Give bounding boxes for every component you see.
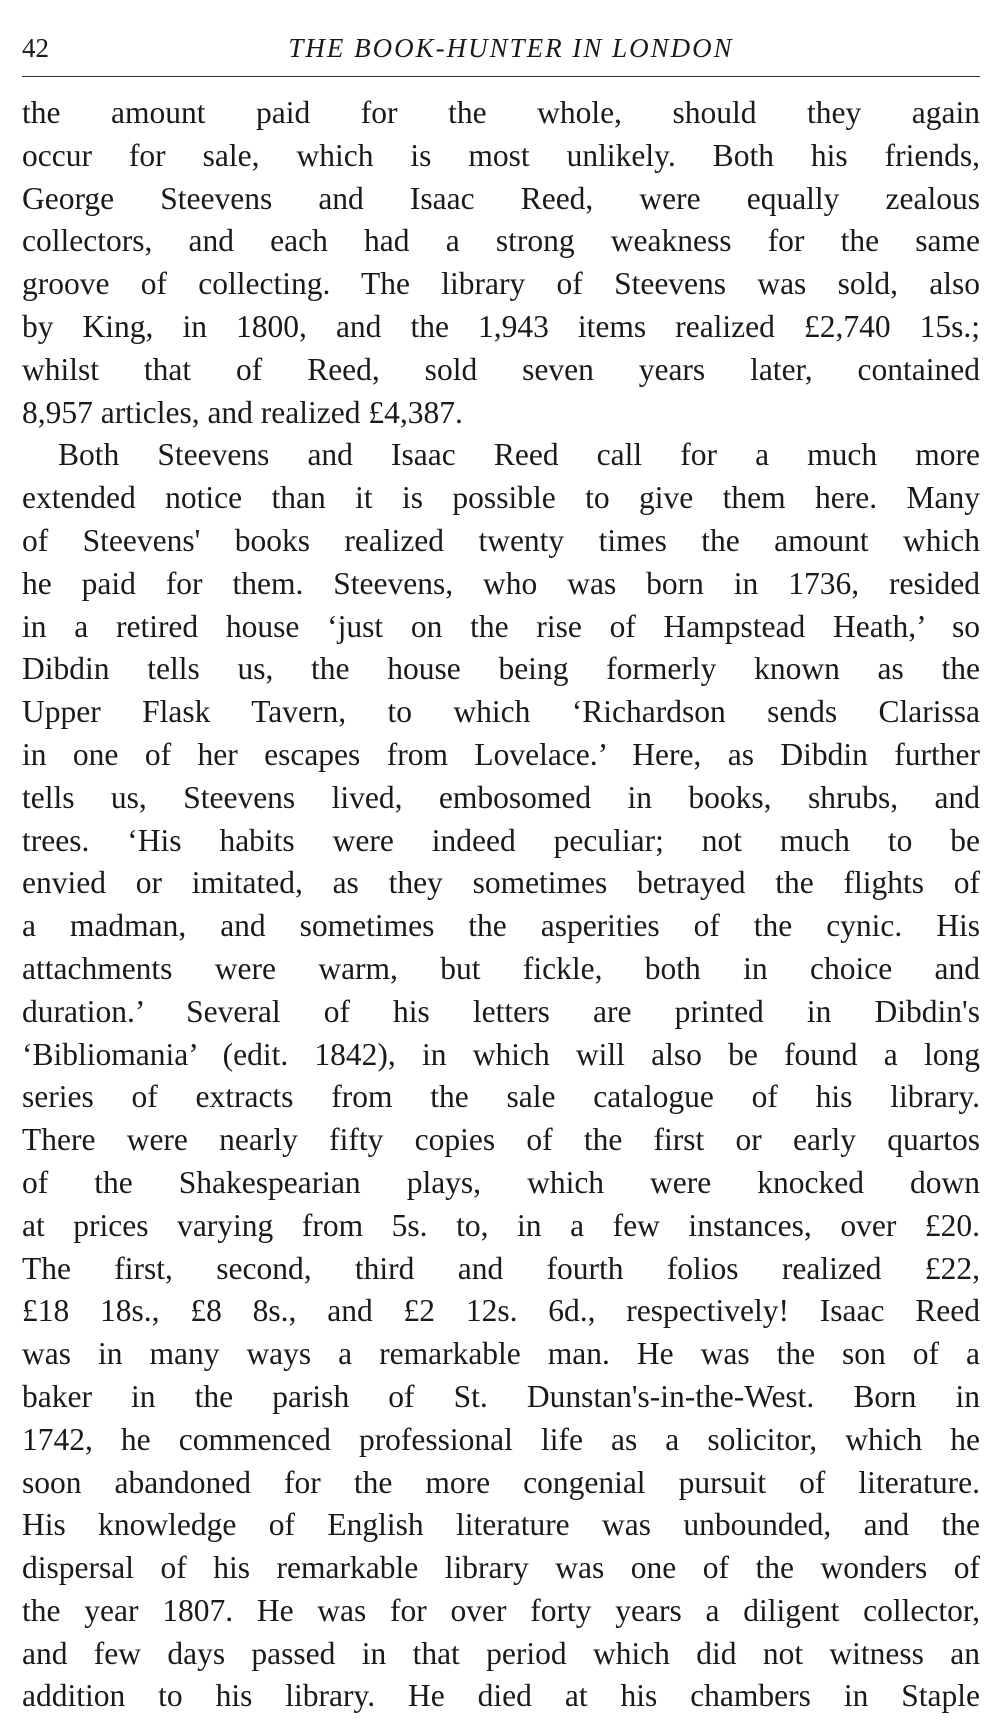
- text-line: 8,957 articles, and realized £4,387.: [22, 394, 463, 430]
- text-line: occur for sale, which is most unlikely. Both his friends,: [22, 137, 980, 173]
- text-line: George Steevens and Isaac Reed, were equally zealous: [22, 180, 980, 216]
- text-line: and few days passed in that period which did not witness an: [22, 1635, 980, 1671]
- text-line: of Steevens' books realized twenty times the amount which: [22, 522, 980, 558]
- header-rule: [22, 76, 980, 77]
- text-line: dispersal of his remarkable library was one of the wonders of: [22, 1550, 980, 1586]
- text-line: duration.’ Several of his letters are printed in Dibdin's: [22, 993, 980, 1029]
- text-line: attachments were warm, but fickle, both in choice and: [22, 950, 980, 986]
- body-text: [22, 92, 980, 1718]
- text-line: trees. ‘His habits were indeed peculiar; not much to be: [22, 822, 980, 858]
- text-line: addition to his library. He died at his chambers in Staple: [22, 1678, 980, 1714]
- running-title: THE BOOK-HUNTER IN LONDON: [288, 33, 734, 63]
- text-line: groove of collecting. The library of Steevens was sold, also: [22, 266, 980, 302]
- text-line: the amount paid for the whole, should they again: [22, 95, 980, 130]
- paragraph-start-line: Both Steevens and Isaac Reed call for a much more: [58, 437, 980, 473]
- text-line: by King, in 1800, and the 1,943 items realized £2,740 15s.;: [22, 308, 980, 344]
- text-line: extended notice than it is possible to give them here. Many: [22, 480, 980, 516]
- text-line: £18 18s., £8 8s., and £2 12s. 6d., respectively! Isaac Reed: [22, 1293, 980, 1329]
- text-line: 1742, he commenced professional life as a solicitor, which he: [22, 1421, 980, 1457]
- text-line: The first, second, third and fourth folios realized £22,: [22, 1250, 980, 1286]
- text-line: envied or imitated, as they sometimes betrayed the flights of: [22, 865, 980, 901]
- text-line: at prices varying from 5s. to, in a few instances, over £20.: [22, 1207, 980, 1243]
- text-line: tells us, Steevens lived, embosomed in books, shrubs, and: [22, 779, 980, 815]
- text-line: series of extracts from the sale catalogue of his library.: [22, 1079, 980, 1115]
- text-line: in a retired house ‘just on the rise of Hampstead Heath,’ so: [22, 608, 980, 644]
- text-line: he paid for them. Steevens, who was born in 1736, resided: [22, 565, 980, 601]
- text-line: baker in the parish of St. Dunstan's-in-the-West. Born in: [22, 1378, 980, 1414]
- text-line: a madman, and sometimes the asperities of the cynic. His: [22, 908, 980, 944]
- text-line: was in many ways a remarkable man. He was the son of a: [22, 1336, 980, 1372]
- page-number: 42: [22, 33, 49, 63]
- text-line: There were nearly fifty copies of the first or early quartos: [22, 1122, 980, 1158]
- page-header: [22, 28, 980, 68]
- text-line: of the Shakespearian plays, which were knocked down: [22, 1164, 980, 1200]
- text-line: His knowledge of English literature was unbounded, and the: [22, 1507, 980, 1543]
- text-line: collectors, and each had a strong weakness for the same: [22, 223, 980, 259]
- text-line: ‘Bibliomania’ (edit. 1842), in which will also be found a long: [22, 1036, 980, 1072]
- text-line: Upper Flask Tavern, to which ‘Richardson sends Clarissa: [22, 694, 980, 730]
- text-line: soon abandoned for the more congenial pursuit of literature.: [22, 1464, 980, 1500]
- text-line: in one of her escapes from Lovelace.’ Here, as Dibdin further: [22, 736, 980, 772]
- text-line: whilst that of Reed, sold seven years later, contained: [22, 351, 980, 387]
- text-line: the year 1807. He was for over forty years a diligent collector,: [22, 1592, 980, 1628]
- text-line: Dibdin tells us, the house being formerly known as the: [22, 651, 980, 687]
